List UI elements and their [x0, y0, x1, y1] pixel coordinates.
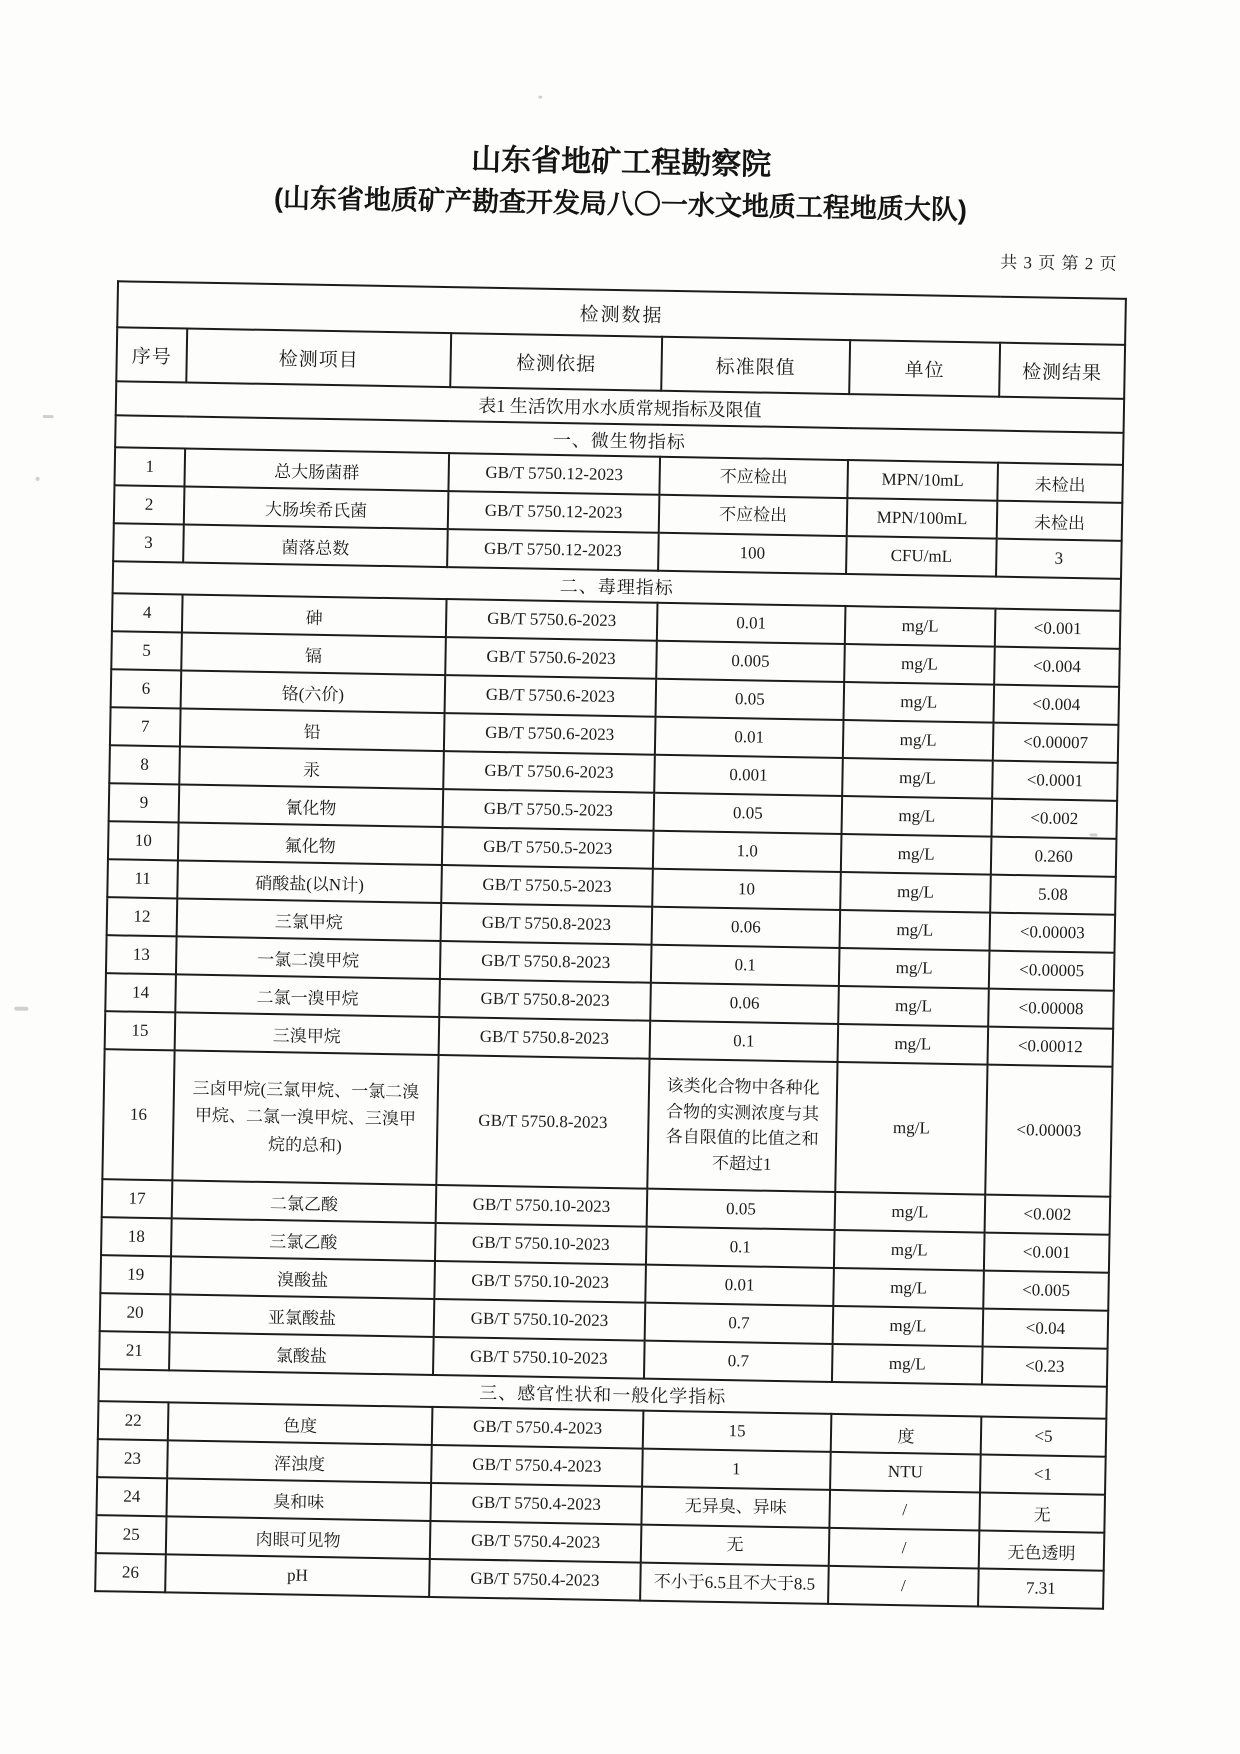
cell-item: 总大肠菌群 — [184, 448, 449, 491]
cell-limit: 0.7 — [644, 1341, 833, 1382]
cell-method: GB/T 5750.6-2023 — [443, 751, 655, 793]
cell-limit: 不应检出 — [659, 495, 848, 536]
cell-item: 三氯甲烷 — [177, 898, 442, 941]
cell-unit: mg/L — [844, 644, 995, 685]
cell-no: 14 — [105, 973, 176, 1012]
cell-result: <0.00008 — [988, 989, 1114, 1029]
cell-item: 二氯乙酸 — [172, 1180, 437, 1223]
cell-method: GB/T 5750.5-2023 — [441, 865, 653, 907]
cell-unit: mg/L — [834, 1230, 985, 1271]
cell-result: <0.04 — [983, 1309, 1109, 1349]
cell-no: 16 — [102, 1049, 174, 1180]
cell-limit: 1 — [642, 1449, 831, 1490]
cell-method: GB/T 5750.10-2023 — [435, 1223, 647, 1265]
cell-unit: mg/L — [838, 986, 989, 1027]
cell-item: 铬(六价) — [181, 670, 446, 713]
section-label: 二、毒理指标 — [113, 561, 1121, 611]
cell-result: <0.001 — [995, 609, 1121, 649]
cell-no: 17 — [102, 1179, 173, 1218]
cell-unit: mg/L — [845, 606, 996, 647]
cell-unit: mg/L — [832, 1344, 983, 1385]
cell-item: pH — [165, 1554, 430, 1597]
cell-unit: / — [829, 1528, 980, 1569]
cell-limit: 0.001 — [654, 755, 843, 796]
cell-no: 6 — [111, 669, 182, 708]
cell-item: 色度 — [168, 1402, 433, 1445]
cell-limit: 不应检出 — [659, 457, 848, 498]
cell-method: GB/T 5750.12-2023 — [448, 453, 660, 495]
document-subtitle: (山东省地质矿产勘查开发局八〇一水文地质工程地质大队) — [273, 183, 968, 226]
cell-unit: mg/L — [839, 948, 990, 989]
cell-item: 浑浊度 — [167, 1440, 432, 1483]
cell-limit: 0.7 — [645, 1303, 834, 1344]
cell-no: 8 — [109, 745, 180, 784]
section-label: 表1 生活饮用水水质常规指标及限值 — [116, 381, 1124, 433]
cell-limit: 0.1 — [650, 1021, 839, 1062]
cell-item: 二氯一溴甲烷 — [175, 974, 440, 1017]
document-title: 山东省地矿工程勘察院 — [470, 143, 772, 182]
cell-result: 未检出 — [997, 463, 1123, 503]
cell-item: 菌落总数 — [183, 524, 448, 567]
cell-method: GB/T 5750.4-2023 — [431, 1445, 643, 1487]
cell-result: <0.0001 — [992, 761, 1118, 801]
cell-method: GB/T 5750.6-2023 — [445, 675, 657, 717]
cell-result: 3 — [996, 539, 1122, 579]
cell-no: 12 — [107, 897, 178, 936]
col-header-no: 序号 — [116, 327, 187, 382]
cell-limit: 10 — [652, 869, 841, 910]
cell-method: GB/T 5750.8-2023 — [439, 1017, 651, 1059]
cell-result: <0.001 — [984, 1233, 1110, 1273]
section-label: 三、感官性状和一般化学指标 — [98, 1369, 1106, 1419]
cell-no: 1 — [114, 447, 185, 486]
cell-limit: 1.0 — [653, 831, 842, 872]
cell-limit: 100 — [658, 533, 847, 574]
cell-item: 砷 — [182, 594, 447, 637]
cell-no: 26 — [95, 1553, 166, 1592]
cell-result: 0.260 — [991, 837, 1117, 877]
cell-limit: 0.005 — [656, 641, 845, 682]
cell-limit: 0.01 — [655, 717, 844, 758]
cell-item: 硝酸盐(以N计) — [177, 860, 442, 903]
page-indicator: 共 3 页 第 2 页 — [1000, 252, 1118, 274]
scan-speck — [14, 1007, 28, 1011]
scan-speck — [43, 415, 54, 418]
cell-result: <0.23 — [982, 1347, 1108, 1387]
table-row — [102, 1049, 1112, 1197]
cell-result: 5.08 — [990, 875, 1116, 915]
col-header-limit: 标准限值 — [661, 337, 850, 394]
cell-method: GB/T 5750.10-2023 — [436, 1185, 648, 1227]
cell-no: 4 — [112, 593, 183, 632]
cell-limit: 无异臭、异味 — [641, 1487, 830, 1528]
cell-item: 臭和味 — [166, 1478, 431, 1521]
cell-unit: mg/L — [842, 758, 993, 799]
cell-unit: mg/L — [842, 796, 993, 837]
cell-result: <0.002 — [985, 1195, 1111, 1235]
cell-no: 18 — [101, 1217, 172, 1256]
cell-unit: mg/L — [835, 1062, 987, 1195]
cell-no: 9 — [109, 783, 180, 822]
cell-unit: MPN/100mL — [847, 498, 998, 539]
cell-method: GB/T 5750.4-2023 — [429, 1559, 641, 1601]
cell-unit: mg/L — [835, 1192, 986, 1233]
cell-unit: mg/L — [840, 910, 991, 951]
cell-unit: mg/L — [843, 720, 994, 761]
cell-method: GB/T 5750.12-2023 — [448, 491, 660, 533]
cell-unit: NTU — [830, 1452, 981, 1493]
cell-unit: mg/L — [833, 1306, 984, 1347]
cell-item: 氯酸盐 — [169, 1332, 434, 1375]
cell-unit: mg/L — [843, 682, 994, 723]
cell-method: GB/T 5750.5-2023 — [442, 827, 654, 869]
cell-limit: 0.05 — [656, 679, 845, 720]
cell-unit: CFU/mL — [846, 536, 997, 577]
cell-method: GB/T 5750.8-2023 — [439, 979, 651, 1021]
cell-no: 23 — [97, 1439, 168, 1478]
cell-unit: MPN/10mL — [847, 460, 998, 501]
cell-method: GB/T 5750.6-2023 — [445, 637, 657, 679]
scan-speck — [36, 477, 40, 481]
col-header-method: 检测依据 — [450, 333, 662, 391]
cell-item: 汞 — [179, 746, 444, 789]
cell-no: 19 — [100, 1255, 171, 1294]
cell-limit: 0.01 — [657, 603, 846, 644]
cell-method: GB/T 5750.10-2023 — [434, 1299, 646, 1341]
cell-item: 三氯乙酸 — [171, 1218, 436, 1261]
cell-item: 一氯二溴甲烷 — [176, 936, 441, 979]
cell-result: <0.00003 — [989, 913, 1115, 953]
cell-result: <0.00005 — [989, 951, 1115, 991]
cell-limit: 不小于6.5且不大于8.5 — [640, 1563, 829, 1604]
test-results-table — [94, 280, 1127, 1609]
scan-speck — [1089, 833, 1097, 836]
cell-no: 7 — [110, 707, 181, 746]
cell-result: 无色透明 — [979, 1531, 1105, 1571]
cell-no: 11 — [107, 859, 178, 898]
cell-method: GB/T 5750.10-2023 — [433, 1337, 645, 1379]
cell-result: 未检出 — [997, 501, 1123, 541]
cell-result: 无 — [979, 1493, 1105, 1533]
cell-result: <5 — [981, 1417, 1107, 1457]
cell-limit: 0.01 — [645, 1265, 834, 1306]
cell-no: 2 — [114, 485, 185, 524]
cell-no: 25 — [96, 1515, 167, 1554]
letterhead — [0, 132, 1240, 233]
cell-method: GB/T 5750.6-2023 — [444, 713, 656, 755]
cell-no: 5 — [111, 631, 182, 670]
cell-limit: 0.1 — [646, 1227, 835, 1268]
cell-item: 溴酸盐 — [170, 1256, 435, 1299]
cell-unit: / — [828, 1566, 979, 1607]
cell-result: <1 — [980, 1455, 1106, 1495]
cell-limit: 15 — [643, 1411, 832, 1452]
cell-limit: 无 — [641, 1525, 830, 1566]
cell-item: 三溴甲烷 — [175, 1012, 440, 1055]
cell-item: 铅 — [180, 708, 445, 751]
cell-unit: 度 — [831, 1414, 982, 1455]
cell-limit: 0.06 — [652, 907, 841, 948]
cell-unit: mg/L — [838, 1024, 989, 1065]
cell-result: <0.004 — [994, 647, 1120, 687]
cell-item: 氟化物 — [178, 822, 443, 865]
cell-item: 镉 — [181, 632, 446, 675]
cell-method: GB/T 5750.6-2023 — [446, 599, 658, 641]
cell-no: 24 — [97, 1477, 168, 1516]
cell-result: <0.002 — [991, 799, 1117, 839]
cell-method: GB/T 5750.4-2023 — [432, 1407, 644, 1449]
cell-result: <0.00007 — [993, 723, 1119, 763]
table-banner: 检测数据 — [117, 281, 1126, 345]
cell-limit: 0.06 — [650, 983, 839, 1024]
cell-method: GB/T 5750.12-2023 — [447, 529, 659, 571]
cell-method: GB/T 5750.8-2023 — [441, 903, 653, 945]
cell-item: 肉眼可见物 — [166, 1516, 431, 1559]
cell-item: 大肠埃希氏菌 — [184, 486, 449, 529]
cell-no: 3 — [113, 523, 184, 562]
cell-no: 20 — [100, 1293, 171, 1332]
cell-limit: 0.1 — [651, 945, 840, 986]
cell-method: GB/T 5750.4-2023 — [430, 1521, 642, 1563]
col-header-result: 检测结果 — [999, 343, 1125, 399]
cell-unit: mg/L — [833, 1268, 984, 1309]
cell-unit: / — [829, 1490, 980, 1531]
test-table-body — [95, 381, 1124, 1608]
cell-method: GB/T 5750.4-2023 — [430, 1483, 642, 1525]
cell-result: 7.31 — [978, 1569, 1104, 1609]
cell-unit: mg/L — [841, 834, 992, 875]
col-header-item: 检测项目 — [186, 329, 451, 388]
scan-speck — [538, 96, 542, 99]
cell-method: GB/T 5750.5-2023 — [443, 789, 655, 831]
cell-no: 13 — [106, 935, 177, 974]
cell-result: <0.00003 — [985, 1065, 1112, 1197]
cell-result: <0.004 — [993, 685, 1119, 725]
cell-no: 15 — [105, 1011, 176, 1050]
cell-method: GB/T 5750.10-2023 — [434, 1261, 646, 1303]
cell-method: GB/T 5750.8-2023 — [440, 941, 652, 983]
cell-no: 21 — [99, 1331, 170, 1370]
cell-item: 氰化物 — [179, 784, 444, 827]
cell-result: <0.00012 — [987, 1027, 1113, 1067]
cell-method: GB/T 5750.8-2023 — [436, 1055, 649, 1189]
cell-no: 10 — [108, 821, 179, 860]
cell-item: 三卤甲烷(三氯甲烷、一氯二溴甲烷、二氯一溴甲烷、三溴甲烷的总和) — [172, 1050, 438, 1185]
cell-item: 亚氯酸盐 — [170, 1294, 435, 1337]
col-header-unit: 单位 — [849, 340, 1000, 397]
cell-limit: 该类化合物中各种化合物的实测浓度与其各自限值的比值之和不超过1 — [647, 1059, 837, 1192]
section-label: 一、微生物指标 — [115, 415, 1123, 465]
cell-result: <0.005 — [983, 1271, 1109, 1311]
cell-no: 22 — [98, 1401, 169, 1440]
cell-unit: mg/L — [840, 872, 991, 913]
cell-limit: 0.05 — [654, 793, 843, 834]
cell-limit: 0.05 — [647, 1189, 836, 1230]
